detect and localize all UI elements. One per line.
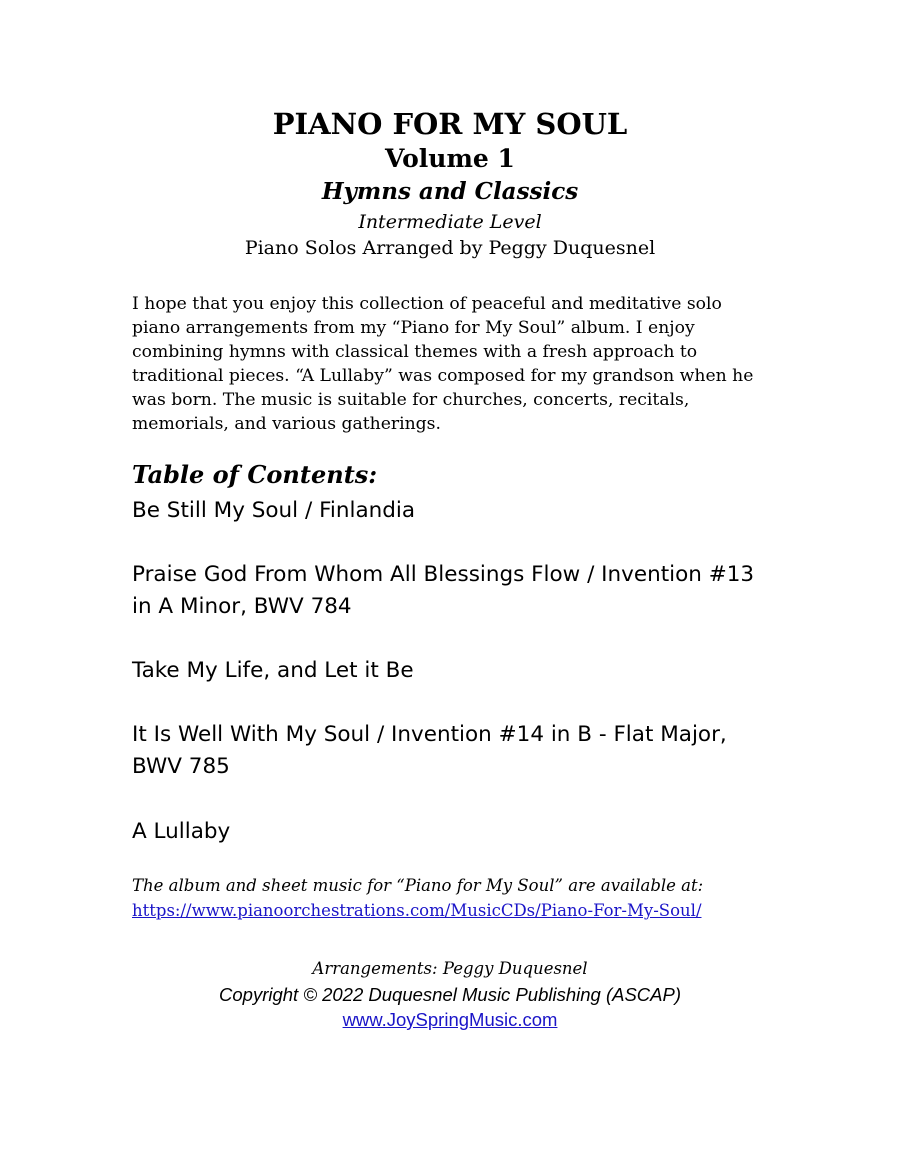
intro-line: I hope that you enjoy this collection of peaceful and meditative solo — [132, 294, 722, 314]
intro-line: combining hymns with classical themes with a fresh approach to — [132, 342, 698, 362]
intro-line: was born. The music is suitable for churches, concerts, recitals, — [132, 390, 690, 410]
toc-item-line: Take My Life, and Let it Be — [132, 658, 414, 683]
toc-heading: Table of Contents: — [132, 460, 378, 489]
toc-item — [132, 655, 414, 687]
intro-paragraph — [132, 292, 782, 436]
page-title: PIANO FOR MY SOUL — [272, 107, 628, 141]
toc-item-line: BWV 785 — [132, 754, 230, 779]
toc-item — [132, 816, 230, 848]
intro-line: traditional pieces. “A Lullaby” was composed for my grandson when he — [132, 366, 754, 386]
subtitle: Hymns and Classics — [321, 178, 579, 205]
toc-item-line: It Is Well With My Soul / Invention #14 in B - Flat Major, — [132, 722, 727, 747]
toc-item-line: A Lullaby — [132, 819, 231, 844]
album-note: The album and sheet music for “Piano for My Soul” are available at: — [132, 876, 704, 895]
intro-line: memorials, and various gatherings. — [132, 414, 441, 434]
toc-item-line: Be Still My Soul / Finlandia — [132, 498, 416, 523]
album-link[interactable]: https://www.pianoorchestrations.com/MusicCDs/Piano-For-My-Soul/ — [132, 901, 702, 920]
toc-item — [132, 495, 415, 527]
toc-item-line: in A Minor, BWV 784 — [132, 594, 352, 619]
arranger-line: Piano Solos Arranged by Peggy Duquesnel — [244, 237, 656, 259]
copyright-notice: Copyright © 2022 Duquesnel Music Publishing (ASCAP) — [219, 984, 681, 1005]
arrangements-credit: Arrangements: Peggy Duquesnel — [312, 959, 588, 978]
website-link[interactable]: www.JoySpringMusic.com — [342, 1009, 558, 1030]
intro-line: piano arrangements from my “Piano for My Soul” album. I enjoy — [132, 318, 695, 338]
website-line — [0, 1009, 900, 1031]
level-label: Intermediate Level — [358, 211, 542, 233]
volume-heading: Volume 1 — [385, 144, 515, 173]
toc-item — [132, 719, 727, 783]
toc-item-line: Praise God From Whom All Blessings Flow / Invention #13 — [132, 562, 755, 587]
toc-item — [132, 559, 754, 623]
